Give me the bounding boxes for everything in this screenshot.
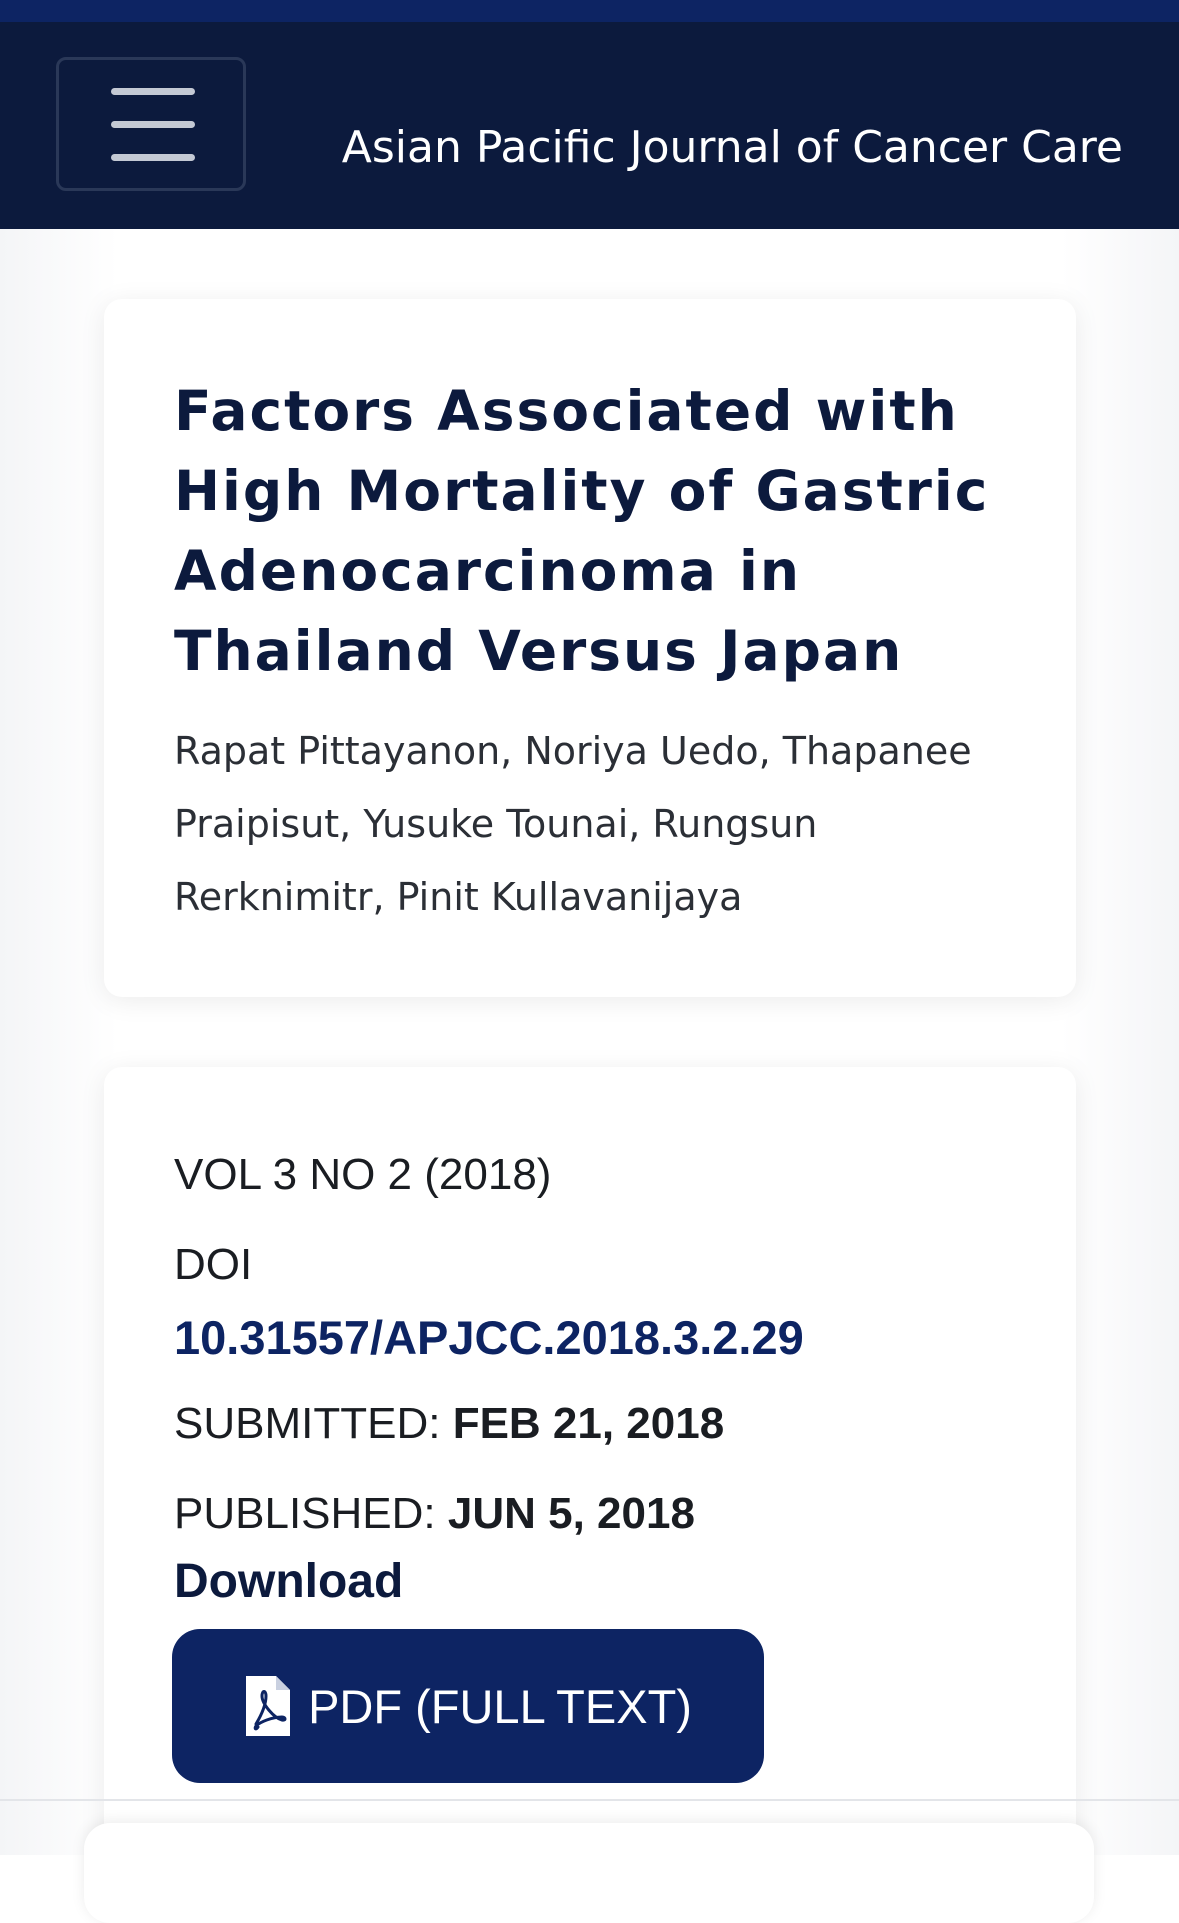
doi-link[interactable]: 10.31557/APJCC.2018.3.2.29	[174, 1311, 804, 1364]
article-header-card	[104, 299, 1076, 997]
navbar	[0, 22, 1179, 229]
article-details-card	[104, 1067, 1076, 1907]
published-label: PUBLISHED:	[174, 1489, 436, 1538]
submitted-value: FEB 21, 2018	[452, 1399, 725, 1448]
hamburger-menu-icon-bar	[111, 121, 195, 128]
hamburger-menu-icon	[111, 88, 195, 95]
menu-toggle-button[interactable]	[56, 57, 246, 191]
doi-label: DOI	[174, 1240, 253, 1289]
next-card-peek	[84, 1823, 1094, 1923]
download-heading: Download	[174, 1555, 404, 1608]
divider	[0, 1799, 1179, 1801]
published-date	[174, 1489, 695, 1539]
issue-volume-link[interactable]: VOL 3 NO 2 (2018)	[174, 1150, 552, 1199]
pdf-file-icon	[244, 1674, 292, 1738]
submitted-label: SUBMITTED:	[174, 1399, 441, 1448]
submitted-date	[174, 1399, 724, 1449]
hamburger-menu-icon-bar	[111, 154, 195, 161]
pdf-full-text-button[interactable]	[172, 1629, 764, 1783]
published-value: JUN 5, 2018	[447, 1489, 695, 1538]
top-accent-strip	[0, 0, 1179, 22]
article-authors: Rapat Pittayanon, Noriya Uedo, Thapanee Praipisut, Yusuke Tounai, Rungsun Rerknimitr, Pinit Kullavanijaya	[174, 729, 972, 919]
journal-title[interactable]: Asian Pacific Journal of Cancer Care	[341, 122, 1123, 173]
pdf-button-label: PDF (FULL TEXT)	[308, 1679, 692, 1733]
article-title: Factors Associated with High Mortality of Gastric Adenocarcinoma in Thailand Versus Japan	[174, 379, 990, 683]
